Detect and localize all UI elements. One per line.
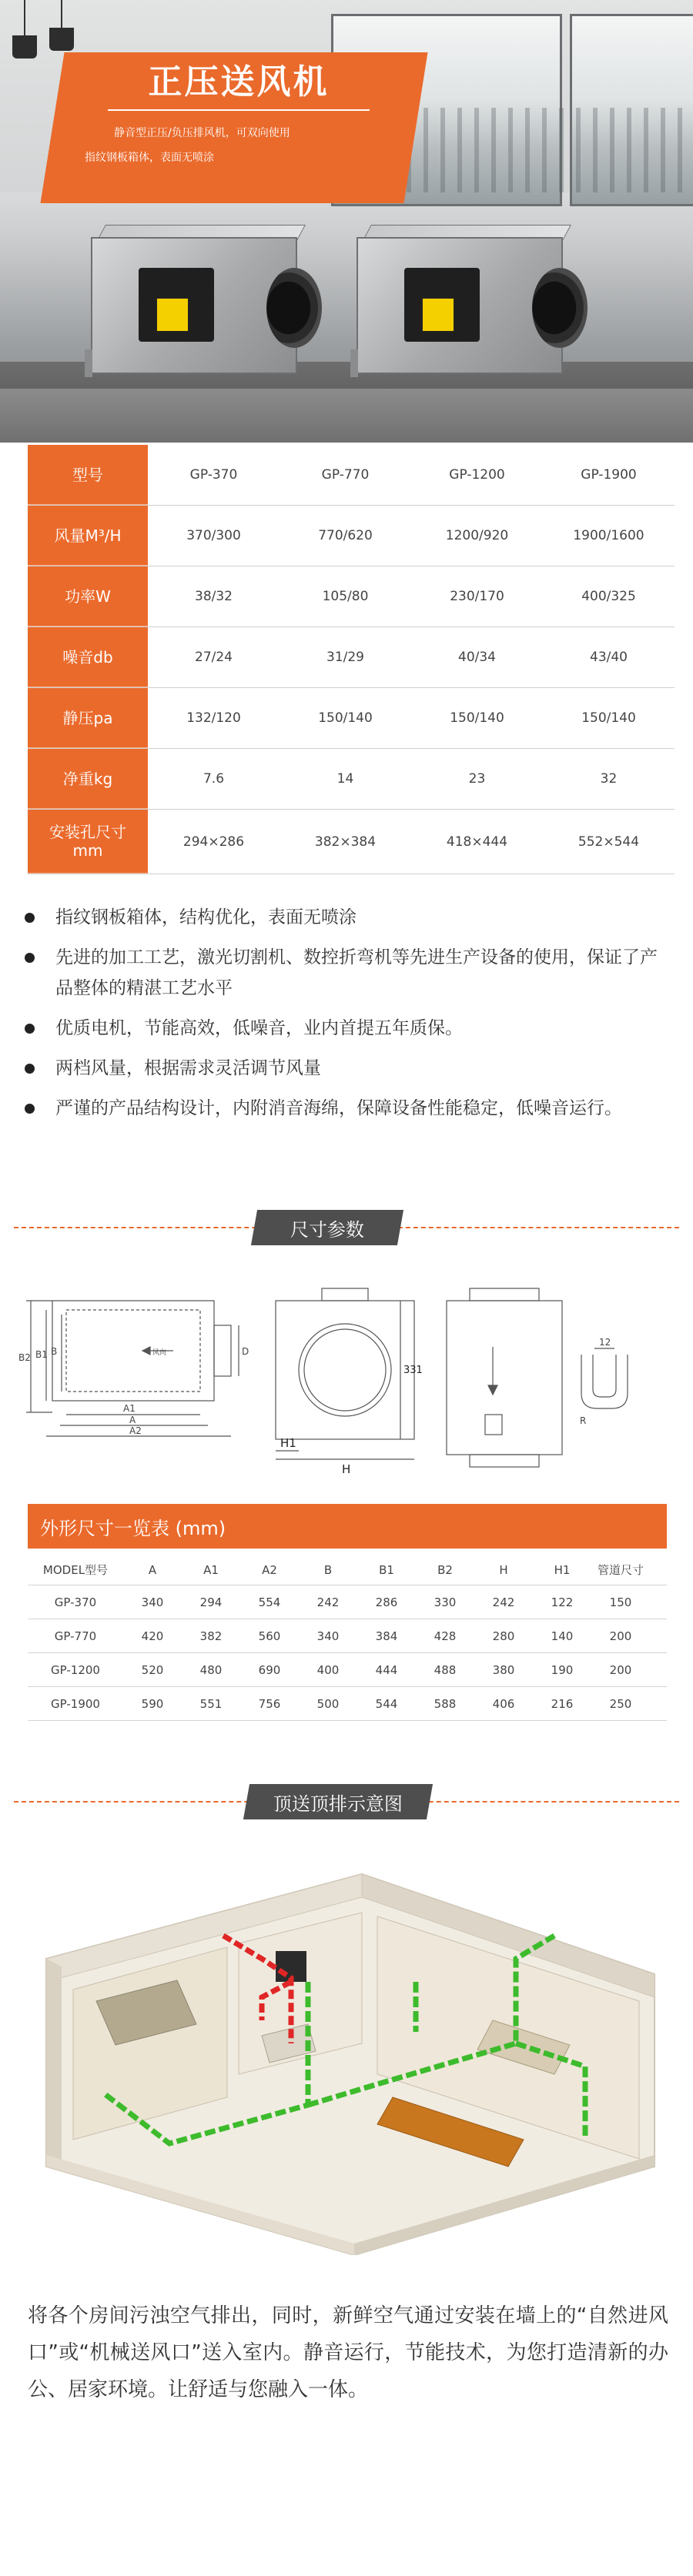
dim-label-a2: A2 <box>129 1425 142 1436</box>
dim-cell: 340 <box>316 1629 340 1643</box>
spec-cell: GP-770 <box>321 467 370 483</box>
spec-row-noise <box>28 627 675 688</box>
title-banner <box>54 48 424 205</box>
section-header-dimensions <box>0 1210 693 1245</box>
spec-row-header-line2: mm <box>72 841 103 860</box>
dim-cell: 590 <box>141 1696 164 1711</box>
feature-item: 严谨的产品结构设计，内附消音海绵，保障设备性能稳定，低噪音运行。 <box>25 1093 671 1124</box>
dim-label-r: R <box>580 1415 587 1426</box>
spec-cell: 1200/920 <box>445 528 509 543</box>
dim-cell: 406 <box>492 1696 515 1711</box>
table-row <box>28 1653 667 1687</box>
spec-cell: 23 <box>468 771 486 787</box>
dim-cell: 280 <box>492 1629 515 1643</box>
spec-cell: 400/325 <box>581 589 636 604</box>
spec-cell: 32 <box>600 771 618 787</box>
spec-row-header: 功率W <box>28 566 148 626</box>
duct-collar <box>266 268 322 348</box>
spec-row-static-pressure <box>28 688 675 749</box>
spec-cell: 150/140 <box>318 710 373 726</box>
spec-cell: 14 <box>336 771 354 787</box>
spec-cell: 132/120 <box>186 710 241 726</box>
dim-cell: 500 <box>316 1696 340 1711</box>
dim-cell: 520 <box>141 1662 164 1677</box>
dim-header-cell: H <box>499 1562 508 1577</box>
dim-cell: 200 <box>609 1662 632 1677</box>
spec-row-header: 噪音db <box>28 627 148 687</box>
dim-cell: 480 <box>199 1662 223 1677</box>
hero-rug <box>0 389 693 443</box>
dim-label-b1: B1 <box>35 1349 48 1360</box>
spec-row-header <box>28 810 148 874</box>
spec-cell: 43/40 <box>590 650 628 665</box>
dim-cell: 588 <box>434 1696 457 1711</box>
dimension-table-header <box>28 1555 667 1585</box>
feature-item: 先进的加工工艺，激光切割机、数控折弯机等先进生产设备的使用，保证了产品整体的精湛工艺水平 <box>25 942 671 1004</box>
dim-cell: 294 <box>199 1595 223 1609</box>
dim-cell: 756 <box>258 1696 281 1711</box>
dim-header-cell: A1 <box>203 1562 219 1577</box>
dim-label-b: B <box>51 1346 58 1357</box>
spec-cell: 150/140 <box>450 710 504 726</box>
dim-cell: 140 <box>551 1629 574 1643</box>
spec-cell: 418×444 <box>446 834 508 850</box>
dim-cell: 560 <box>258 1629 281 1643</box>
dim-cell: 242 <box>492 1595 515 1609</box>
spec-cell: 294×286 <box>182 834 245 850</box>
dimension-table-title: 外形尺寸一览表 (mm) <box>28 1504 667 1549</box>
table-row <box>28 1585 667 1619</box>
dim-cell: GP-1200 <box>51 1662 100 1677</box>
feature-item: 两档风量，根据需求灵活调节风量 <box>25 1053 671 1084</box>
spec-row-model <box>28 445 675 506</box>
spec-cell: 552×544 <box>578 834 640 850</box>
dim-header-cell: B <box>323 1562 333 1577</box>
warning-label-icon <box>421 297 455 332</box>
spec-cell: 40/34 <box>458 650 496 665</box>
spec-cell: 150/140 <box>581 710 636 726</box>
dim-header-cell: 管道尺寸 <box>597 1563 644 1577</box>
top-view-drawing <box>447 1288 562 1467</box>
title-divider <box>108 109 370 111</box>
spec-cell: GP-370 <box>189 467 238 483</box>
dim-header-cell: A2 <box>262 1562 277 1577</box>
dim-header-cell: H1 <box>554 1562 571 1577</box>
pendant-lamp-icon <box>9 0 40 60</box>
dim-cell: 420 <box>141 1629 164 1643</box>
spec-cell: 31/29 <box>326 650 364 665</box>
section-title-pill <box>251 1210 403 1245</box>
dim-label-h1: H1 <box>280 1436 296 1450</box>
spec-row-header: 静压pa <box>28 688 148 748</box>
table-row <box>28 1619 667 1653</box>
spec-table <box>28 445 675 874</box>
ventilation-layout-diagram <box>31 1843 670 2255</box>
dim-label-h: H <box>342 1462 351 1476</box>
dim-header-cell: B2 <box>437 1562 453 1577</box>
table-row <box>28 1687 667 1721</box>
fan-product-image <box>85 223 316 389</box>
spec-row-mounting-hole <box>28 810 675 874</box>
feature-list <box>25 902 671 1133</box>
spec-row-header-line1: 安装孔尺寸 <box>49 823 126 841</box>
hero-subtitle-2: 指纹钢板箱体，表面无喷涂 <box>85 152 214 164</box>
spec-cell: 230/170 <box>450 589 504 604</box>
spec-cell: 1900/1600 <box>573 528 644 543</box>
spec-cell: 770/620 <box>318 528 373 543</box>
dim-cell: 330 <box>434 1595 457 1609</box>
section-title: 顶送顶排示意图 <box>273 1793 403 1815</box>
section-header-layout <box>0 1784 693 1819</box>
dim-cell: 400 <box>316 1662 340 1677</box>
hero-subtitle-1: 静音型正压/负压排风机，可双向使用 <box>114 127 290 139</box>
dim-label-d: D <box>242 1346 249 1357</box>
warning-label-icon <box>156 297 189 332</box>
spec-cell: 370/300 <box>186 528 241 543</box>
dim-cell: 150 <box>609 1595 632 1609</box>
dim-cell: 242 <box>316 1595 340 1609</box>
duct-collar <box>532 268 588 348</box>
spec-row-header: 型号 <box>28 445 148 505</box>
dim-cell: GP-770 <box>54 1629 97 1643</box>
hero-banner <box>0 0 693 443</box>
closing-paragraph: 将各个房间污浊空气排出，同时，新鲜空气通过安装在墙上的“自然进风口”或“机械送风口”送入室内。静音运行，节能技术，为您打造清新的办公、居家环境。让舒适与您融入一体。 <box>28 2304 668 2401</box>
dim-cell: GP-1900 <box>51 1696 100 1711</box>
dim-header-cell: MODEL型号 <box>42 1563 109 1577</box>
page-title: 正压送风机 <box>148 62 330 102</box>
dim-cell: 216 <box>551 1696 574 1711</box>
pendant-lamp-icon <box>46 0 77 52</box>
dim-cell: 380 <box>492 1662 515 1677</box>
spec-cell: 27/24 <box>195 650 233 665</box>
dim-cell: 200 <box>609 1629 632 1643</box>
spec-cell: 382×384 <box>314 834 377 850</box>
dim-cell: 690 <box>258 1662 281 1677</box>
dim-label-331: 331 <box>403 1365 423 1376</box>
dim-label-a: A <box>129 1415 136 1425</box>
front-view-drawing <box>276 1288 414 1459</box>
bracket-detail-drawing <box>581 1348 628 1408</box>
spec-row-header: 净重kg <box>28 749 148 809</box>
dim-cell: 554 <box>258 1595 281 1609</box>
spec-row-airflow <box>28 506 675 566</box>
dim-label-b2: B2 <box>18 1352 31 1363</box>
section-title: 尺寸参数 <box>290 1218 364 1241</box>
spec-cell: GP-1200 <box>449 467 505 483</box>
spec-cell: 38/32 <box>195 589 233 604</box>
dim-cell: 551 <box>199 1696 223 1711</box>
spec-row-weight <box>28 749 675 810</box>
dim-cell: 488 <box>434 1662 457 1677</box>
dim-header-cell: B1 <box>379 1562 394 1577</box>
spec-row-power <box>28 566 675 627</box>
dim-label-12: 12 <box>599 1337 611 1348</box>
airflow-label: 风向 <box>152 1349 167 1357</box>
dim-cell: 286 <box>375 1595 398 1609</box>
section-title-pill <box>243 1784 433 1819</box>
dim-cell: 122 <box>551 1595 574 1609</box>
dim-header-cell: A <box>148 1562 157 1577</box>
dim-cell: 444 <box>375 1662 398 1677</box>
dim-cell: 428 <box>434 1629 457 1643</box>
spec-cell: GP-1900 <box>581 467 637 483</box>
dim-cell: 382 <box>199 1629 223 1643</box>
dim-label-a1: A1 <box>123 1403 136 1414</box>
dim-cell: 190 <box>551 1662 574 1677</box>
feature-item: 指纹钢板箱体，结构优化，表面无喷涂 <box>25 902 671 933</box>
dimension-table <box>28 1555 667 1721</box>
spec-row-header: 风量M³/H <box>28 506 148 566</box>
dim-cell: 250 <box>609 1696 632 1711</box>
feature-item: 优质电机，节能高效，低噪音，业内首提五年质保。 <box>25 1013 671 1044</box>
dimension-drawings <box>15 1278 678 1501</box>
dim-cell: 544 <box>375 1696 398 1711</box>
dim-cell: 384 <box>375 1629 398 1643</box>
spec-cell: 105/80 <box>322 589 369 604</box>
fan-product-image <box>350 223 581 389</box>
dim-cell: GP-370 <box>54 1595 97 1609</box>
dim-cell: 340 <box>141 1595 164 1609</box>
spec-cell: 7.6 <box>203 771 225 787</box>
